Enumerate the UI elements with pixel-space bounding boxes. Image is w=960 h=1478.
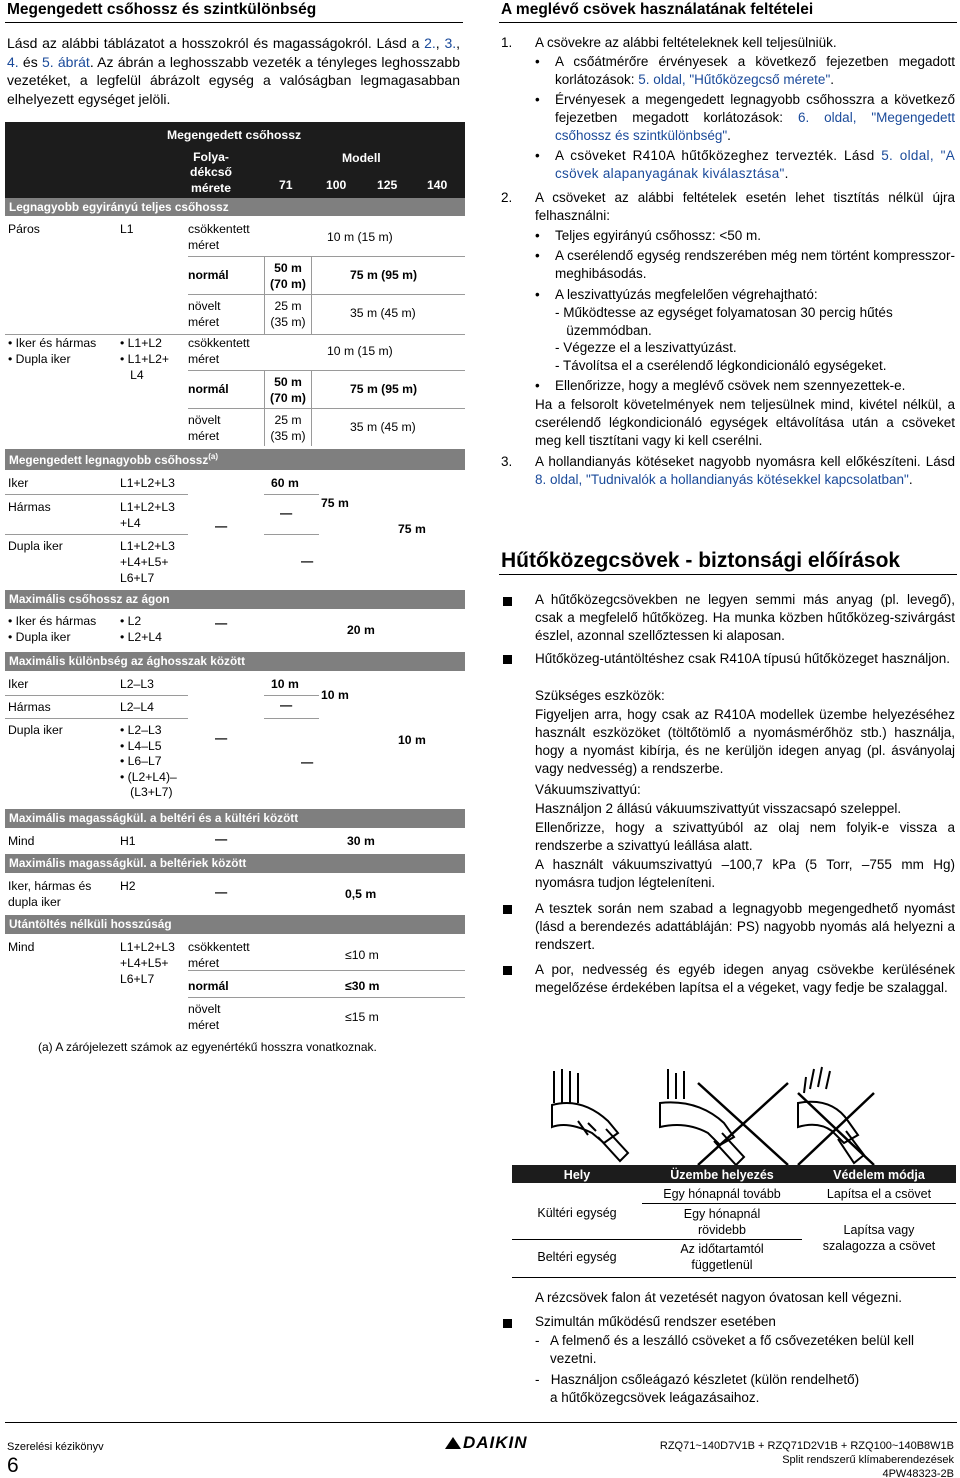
cell-l1l2l4: • L1+L2+ L4 bbox=[120, 352, 169, 382]
safety-2g: A használt vákuumszivattyú –100,7 kPa (5 Torr, –755 mm Hg) nyomásra tudjon légteleníteni. bbox=[535, 857, 955, 890]
daikin-logo: DAIKIN bbox=[445, 1432, 528, 1454]
cell-val-35-45-2: 35 m (45 m) bbox=[350, 420, 416, 434]
cell-dash-h: — bbox=[215, 832, 228, 846]
safety-2d: Vákuumszivattyú: bbox=[535, 782, 641, 797]
cell-dash-c: — bbox=[301, 554, 314, 568]
cell-val-75-95: 75 m (95 m) bbox=[350, 268, 418, 282]
bullet-dot: • bbox=[535, 228, 540, 243]
cell-size-large-2: növelt méret bbox=[188, 413, 221, 443]
section-height-in-out: Maximális magasságkül. a beltéri és a kültéri között bbox=[5, 809, 465, 828]
cell-l1: L1 bbox=[120, 222, 134, 236]
item-2c: A leszivattyúzás megfelelően végrehajtható: bbox=[555, 287, 818, 302]
figure-link-5[interactable]: 5. ábrát bbox=[41, 53, 90, 70]
prot-flatten: Lapítsa el a csövet bbox=[826, 1187, 932, 1201]
item-1a: A csőátmérőre érvényesek a következő fejezetben megadott korlátozások: 5. oldal, "Hűtőközegcső mérete". bbox=[555, 54, 955, 87]
pipe-length-table bbox=[5, 122, 465, 1032]
safety-2b: Szükséges eszközök: bbox=[535, 688, 665, 703]
safety-4: A por, nedvesség és egyéb idegen anyag csövekbe kerülésének megelőzése érdekében lapítsa el a végeket, vagy fedje be szalaggal. bbox=[535, 962, 955, 995]
section-branch-length: Maximális csőhossz az ágon bbox=[5, 590, 465, 609]
header-allowed-length: Megengedett csőhossz bbox=[167, 128, 302, 142]
figure-link-4[interactable]: 4. bbox=[7, 53, 19, 70]
safety-1: A hűtőközegcsövekben ne legyen semmi más anyag (pl. levegő), csak a megfelelő hűtőközeg. Ha munka közben hűtőközeg-szivárgást észlel, azonnal szellőztessen ki alaposan. bbox=[535, 592, 955, 643]
item-2c-step1: - Működtesse az egységet folyamatosan 30 percig hűtés üzemmódban. bbox=[555, 305, 893, 338]
cell-iker-harmas-dupla: Iker, hármas és dupla iker bbox=[8, 879, 92, 909]
footer-rule bbox=[5, 1422, 957, 1423]
cell-iker-harmas: • Iker és hármas bbox=[8, 336, 97, 350]
cell-dupla-iker-3: • Dupla iker bbox=[8, 630, 71, 644]
cell-paros: Páros bbox=[8, 222, 40, 236]
cell-val-10-15: 10 m (15 m) bbox=[327, 230, 393, 244]
bullet-dot: • bbox=[535, 92, 540, 107]
section-height-indoor: Maximális magasságkül. a beltériek között bbox=[5, 854, 465, 873]
item-1c: A csöveket R410A hűtőközeghez tervezték. Lásd 5. oldal, "A csövek alapanyagának kiválasztása". bbox=[555, 148, 955, 181]
prot-indoor: Beltéri egység bbox=[537, 1250, 617, 1264]
cell-iker-4: Iker bbox=[8, 677, 29, 691]
square-bullet bbox=[503, 966, 512, 975]
footer-manual-title: Szerelési kézikönyv bbox=[7, 1441, 104, 1453]
section-branch-diff: Maximális különbség az ághosszak között bbox=[5, 652, 465, 671]
cell-val-60: 60 m bbox=[271, 476, 299, 490]
item-number-2: 2. bbox=[501, 190, 513, 205]
model-140: 140 bbox=[427, 178, 448, 192]
cell-val-30: 30 m bbox=[347, 834, 375, 848]
cell-le10: ≤10 m bbox=[345, 948, 379, 962]
item-2c-step2: - Végezze el a leszivattyúzást. bbox=[555, 340, 737, 355]
model-71: 71 bbox=[279, 178, 293, 192]
cell-dupla-list: • L2–L3 • L4–L5 • L6–L7 • (L2+L4)– (L3+L7) bbox=[120, 723, 177, 800]
cell-iker: Iker bbox=[8, 476, 29, 490]
cell-size-normal-2: normál bbox=[188, 382, 229, 396]
daikin-logo-icon bbox=[445, 1437, 461, 1449]
item-2d: Ellenőrizze, hogy a meglévő csövek nem szennyezettek-e. bbox=[555, 378, 906, 393]
section-title-safety: Hűtőközegcsövek - biztonsági előírások bbox=[501, 549, 901, 572]
safety-5: Szimultán működésű rendszer esetében bbox=[535, 1314, 776, 1329]
item-number-1: 1. bbox=[501, 35, 513, 50]
pipe-illustration-3 bbox=[798, 1067, 874, 1165]
after-table-text: A rézcsövek falon át vezetését nagyon óvatosan kell végezni. bbox=[535, 1290, 902, 1305]
bullet-dot: • bbox=[535, 248, 540, 263]
section-title-existing-pipes: A meglévő csövek használatának feltételei bbox=[501, 1, 814, 18]
cell-val-25-35: 25 m (35 m) bbox=[270, 299, 306, 329]
cell-l2: • L2 bbox=[120, 614, 142, 628]
link-page5-material[interactable]: 5. oldal, "A csövek alapanyagának kiválasztása" bbox=[555, 148, 955, 181]
cell-size-small-2: csökkentett méret bbox=[188, 336, 250, 366]
table-footnote: (a) A zárójelezett számok az egyenértékű hosszra vonatkoznak. bbox=[38, 1040, 377, 1054]
cell-dash-a: — bbox=[215, 519, 228, 533]
cell-val-75-95-2: 75 m (95 m) bbox=[350, 382, 418, 396]
cell-h2: H2 bbox=[120, 879, 136, 893]
safety-title-underline bbox=[499, 574, 957, 575]
cell-size-small-7: csökkentett méret bbox=[188, 940, 250, 970]
cell-l1l2: • L1+L2 bbox=[120, 336, 162, 350]
prot-over-month: Egy hónapnál tovább bbox=[663, 1187, 781, 1201]
item-2-tail: Ha a felsorolt követelmények nem teljesülnek mind, kivétel nélkül, a cserélendő légkondicionáló egységek eltávolítása után a csöveket meg kell tisztítani vagy ki kell cserélni. bbox=[535, 397, 955, 448]
section-title-pipe-length: Megengedett csőhossz és szintkülönbség bbox=[7, 1, 317, 18]
header-pipe-size: Folya- dékcső mérete bbox=[190, 150, 233, 195]
cell-val-50-70-2: 50 m (70 m) bbox=[270, 375, 306, 405]
section-longest-one-way: Legnagyobb egyirányú teljes csőhossz bbox=[5, 198, 465, 216]
cell-dash-g: — bbox=[301, 755, 314, 769]
item-2b: A cserélendő egység rendszerében még nem történt kompresszor-meghibásodás. bbox=[555, 248, 955, 281]
prot-head-location: Hely bbox=[563, 1168, 591, 1182]
cell-l1-l7-7: L1+L2+L3 +L4+L5+ L6+L7 bbox=[120, 940, 175, 986]
cell-size-small: csökkentett méret bbox=[188, 222, 250, 252]
cell-val-50-70: 50 m (70 m) bbox=[270, 261, 306, 291]
cell-val-35-45: 35 m (45 m) bbox=[350, 306, 416, 320]
cell-val-10-15-2: 10 m (15 m) bbox=[327, 344, 393, 358]
cell-iker-harmas-3: • Iker és hármas bbox=[8, 614, 97, 628]
cell-l1l2l3: L1+L2+L3 bbox=[120, 476, 175, 490]
section-no-charge: Utántöltés nélküli hosszúság bbox=[5, 915, 465, 934]
cell-size-normal: normál bbox=[188, 268, 229, 282]
cell-dupla-iker-2: Dupla iker bbox=[8, 539, 63, 553]
model-125: 125 bbox=[377, 178, 398, 192]
cell-size-large-7: növelt méret bbox=[188, 1002, 221, 1032]
cell-val-75-b: 75 m bbox=[398, 522, 426, 536]
bullet-dot: • bbox=[535, 287, 540, 302]
bullet-dot: • bbox=[535, 378, 540, 393]
square-bullet bbox=[503, 655, 512, 664]
cell-size-large: növelt méret bbox=[188, 299, 221, 329]
cell-l2l4: • L2+L4 bbox=[120, 630, 162, 644]
cell-val-05: 0,5 m bbox=[345, 887, 377, 901]
section-max-length: Megengedett legnagyobb csőhossz$^{(a)}$ bbox=[5, 449, 465, 470]
square-bullet bbox=[503, 597, 512, 606]
cell-mind: Mind bbox=[8, 834, 35, 848]
right-title-underline bbox=[499, 22, 957, 23]
cell-dash-e: — bbox=[280, 698, 293, 712]
cell-dash-d: — bbox=[215, 616, 228, 630]
cell-mind-7: Mind bbox=[8, 940, 35, 954]
item-2a: Teljes egyirányú csőhossz: <50 m. bbox=[555, 228, 761, 243]
cell-val-10-b: 10 m bbox=[321, 688, 349, 702]
header-model: Modell bbox=[342, 151, 381, 165]
cell-harmas-4: Hármas bbox=[8, 700, 51, 714]
intro-paragraph: Lásd az alábbi táblázatot a hosszokról és magasságokról. Lásd a 2., 3., 4. és 5. ábrát. Az ábrán a leghosszabb vezeték a tényleges leghosszabb vezetéket, a legfelül ábrázolt egység a valóságban legmagasabban elhelyezett egységet jelöli. bbox=[7, 35, 461, 107]
link-page5-size[interactable]: 5. oldal, "Hűtőközegcső mérete" bbox=[638, 71, 831, 87]
bullet-dot: • bbox=[535, 54, 540, 69]
cell-l1-l7: L1+L2+L3 +L4+L5+ L6+L7 bbox=[120, 539, 175, 585]
cell-dupla-iker-4: Dupla iker bbox=[8, 723, 63, 737]
safety-5b: - Használjon csőleágazó készletet (külön rendelhető) a hűtőközegcsövek leágazásaihoz. bbox=[535, 1372, 860, 1405]
prot-head-method: Védelem módja bbox=[833, 1168, 925, 1182]
cell-l2-l4: L2–L4 bbox=[120, 700, 154, 714]
item-number-3: 3. bbox=[501, 454, 513, 469]
cell-l1l2l3l4: L1+L2+L3 +L4 bbox=[120, 500, 175, 530]
footer-system: Split rendszerű klímaberendezések bbox=[782, 1453, 954, 1466]
footer-model-info bbox=[660, 1440, 954, 1478]
cell-val-20: 20 m bbox=[347, 623, 375, 637]
model-100: 100 bbox=[326, 178, 347, 192]
safety-5a: - A felmenő és a leszálló csöveket a fő csővezetéken belül kell vezetni. bbox=[535, 1333, 914, 1366]
pipe-illustration-2 bbox=[660, 1069, 788, 1165]
page-number: 6 bbox=[7, 1454, 19, 1477]
prot-any-time: Az időtartamtól függetlenül bbox=[680, 1242, 764, 1272]
square-bullet bbox=[503, 1319, 512, 1328]
prot-outdoor: Kültéri egység bbox=[537, 1206, 617, 1220]
safety-2c: Figyeljen arra, hogy csak az R410A modellek üzembe helyezéséhez használt eszközöket (töltőtömlő a nyomásmérőhöz stb.) használja, hogy a nyomást kibírja, és ne kerüljön idegen anyag (pl. ásványolaj vagy nedvesség) a rendszerbe. bbox=[535, 707, 955, 776]
link-page6-length[interactable]: 6. oldal, "Megengedett csőhossz és szintkülönbség" bbox=[555, 109, 955, 143]
cell-dupla-iker: • Dupla iker bbox=[8, 352, 71, 366]
cell-le30: ≤30 m bbox=[345, 979, 380, 993]
prot-under-month: Egy hónapnál rövidebb bbox=[683, 1207, 761, 1237]
item-2c-step3: - Távolítsa el a cserélendő légkondicionáló egységeket. bbox=[555, 358, 887, 373]
cell-harmas: Hármas bbox=[8, 500, 51, 514]
cell-dash-f: — bbox=[215, 731, 228, 745]
prot-head-install: Üzembe helyezés bbox=[670, 1168, 774, 1182]
cell-l2-l3: L2–L3 bbox=[120, 677, 154, 691]
bullet-dot: • bbox=[535, 148, 540, 163]
safety-2f: Ellenőrizze, hogy a szivattyúból az olaj nem folyik-e vissza a rendszerbe a szivattyú leállása alatt. bbox=[535, 820, 955, 853]
cell-h1: H1 bbox=[120, 834, 136, 848]
cell-dash-i: — bbox=[215, 885, 228, 899]
item-2-text: A csöveket az alábbi feltételek esetén lehet tisztítás nélkül újra felhasználni: bbox=[535, 190, 955, 223]
safety-2e: Használjon 2 állású vákuumszivattyút visszacsapó szeleppel. bbox=[535, 801, 902, 816]
cell-val-25-35-2: 25 m (35 m) bbox=[270, 413, 306, 443]
cell-size-normal-7: normál bbox=[188, 979, 229, 993]
square-bullet bbox=[503, 905, 512, 914]
cell-val-10-a: 10 m bbox=[271, 677, 299, 691]
cell-dash-b: — bbox=[280, 506, 293, 520]
prot-flatten-or-tape: Lapítsa vagy szalagozza a csövet bbox=[822, 1223, 936, 1253]
cell-val-10-c: 10 m bbox=[398, 733, 426, 747]
cell-val-75: 75 m bbox=[321, 496, 349, 510]
item-1-text: A csövekre az alábbi feltételeknek kell teljesülniük. bbox=[535, 35, 837, 50]
figure-link-3[interactable]: 3. bbox=[444, 35, 457, 51]
cell-le15: ≤15 m bbox=[345, 1010, 379, 1024]
footer-doc-code: 4PW48323-2B bbox=[882, 1467, 954, 1478]
item-1b: Érvényesek a megengedett legnagyobb csőhosszra a következő fejezetben megadott korlátozások: 6. oldal, "Megengedett csőhossz és szintkülönbség". bbox=[555, 92, 955, 143]
safety-2a: Hűtőközeg-utántöltéshez csak R410A típusú hűtőközeget használjon. bbox=[535, 651, 951, 666]
footer-models: RZQ71~140D7V1B + RZQ71D2V1B + RZQ100~140B8W1B bbox=[659, 1440, 954, 1452]
link-page8-flare[interactable]: 8. oldal, "Tudnivalók a hollandianyás kötésekkel kapcsolatban" bbox=[535, 471, 909, 487]
title-underline bbox=[5, 22, 463, 23]
item-3-text: A hollandianyás kötéseket nagyobb nyomásra kell előkészíteni. Lásd 8. oldal, "Tudnivalók a hollandianyás kötésekkel kapcsolatban". bbox=[535, 454, 955, 487]
safety-3: A tesztek során nem szabad a legnagyobb megengedhető nyomást (lásd a berendezés adattábláján: PS) nagyobb nyomás alá helyezni a rendszert. bbox=[535, 901, 955, 952]
pipe-end-illustration bbox=[548, 1063, 878, 1173]
pipe-illustration-1 bbox=[552, 1069, 628, 1161]
figure-link-2[interactable]: 2. bbox=[424, 35, 436, 51]
